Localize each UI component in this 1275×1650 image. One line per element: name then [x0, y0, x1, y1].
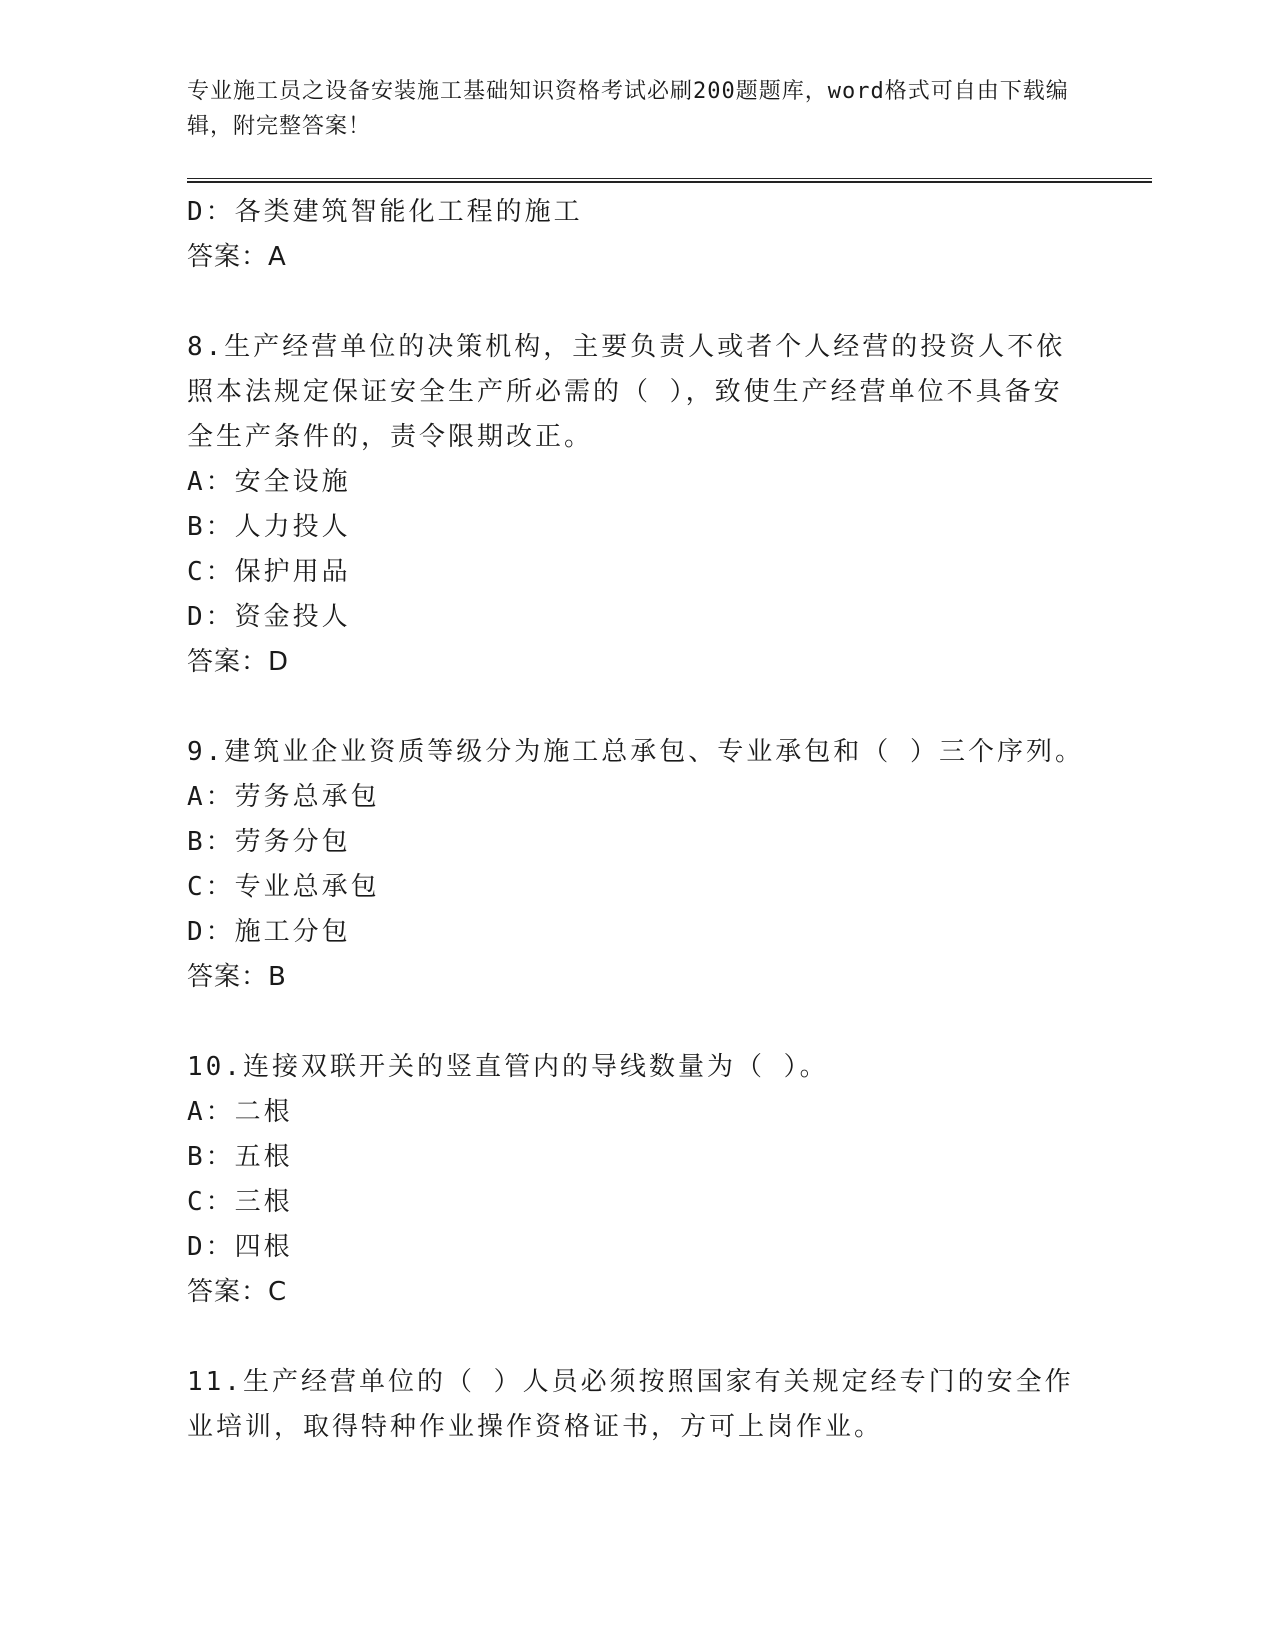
- question-text: 9.建筑业企业资质等级分为施工总承包、专业承包和（ ）三个序列。: [187, 737, 1084, 767]
- option-a: A：二根: [187, 1097, 293, 1127]
- option-b: B：劳务分包: [187, 827, 351, 857]
- option-c: C：保护用品: [187, 557, 351, 587]
- question-text: 8.生产经营单位的决策机构，主要负责人或者个人经营的投资人不依照本法规定保证安全生产所必需的（ ），致使生产经营单位不具备安全生产条件的，责令限期改正。: [187, 332, 1066, 452]
- option-d: D：施工分包: [187, 917, 351, 947]
- option-d: D：各类建筑智能化工程的施工: [187, 197, 583, 227]
- option-b: B：五根: [187, 1142, 293, 1172]
- previous-question-tail: [187, 190, 1087, 280]
- question-8: [187, 325, 1087, 685]
- question-10: [187, 1045, 1087, 1315]
- option-d: D：资金投人: [187, 602, 351, 632]
- option-a: A：安全设施: [187, 467, 351, 497]
- question-9: [187, 730, 1087, 1000]
- answer-label: 答案：D: [187, 647, 290, 677]
- question-11: [187, 1360, 1087, 1450]
- document-header: 专业施工员之设备安装施工基础知识资格考试必刷200题题库，word格式可自由下载编辑，附完整答案！: [187, 79, 1069, 139]
- option-c: C：专业总承包: [187, 872, 380, 902]
- question-text: 11.生产经营单位的（ ）人员必须按照国家有关规定经专门的安全作业培训，取得特种作业操作资格证书，方可上岗作业。: [187, 1367, 1074, 1442]
- answer-label: 答案：A: [187, 242, 287, 272]
- option-d: D：四根: [187, 1232, 293, 1262]
- question-list: [187, 190, 1087, 1450]
- option-b: B：人力投人: [187, 512, 351, 542]
- answer-label: 答案：C: [187, 1277, 288, 1307]
- option-a: A：劳务总承包: [187, 782, 380, 812]
- option-c: C：三根: [187, 1187, 293, 1217]
- question-text: 10.连接双联开关的竖直管内的导线数量为（ ）。: [187, 1052, 829, 1082]
- header-divider: [187, 178, 1152, 183]
- answer-label: 答案：B: [187, 962, 287, 992]
